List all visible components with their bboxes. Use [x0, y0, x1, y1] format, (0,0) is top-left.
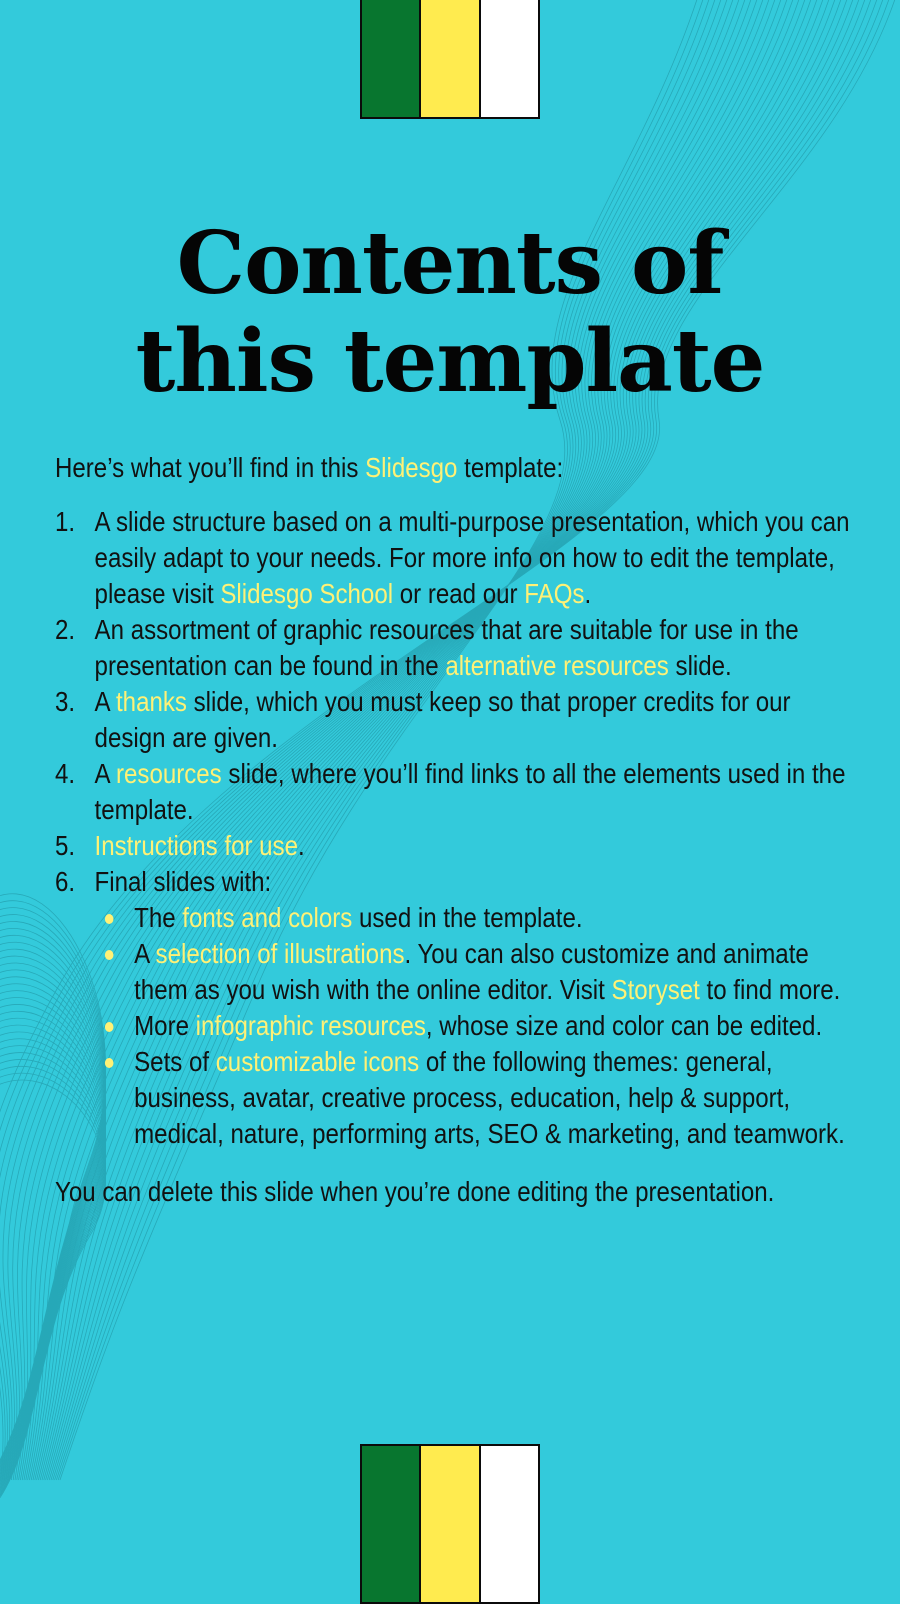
- bottom-color-flag: [360, 1444, 540, 1604]
- bullet-dot: [105, 950, 114, 960]
- sublist-item-fonts: The fonts and colors used in the template.: [95, 900, 855, 936]
- list-item-5: 5. Instructions for use.: [55, 828, 855, 864]
- infographic-resources-link[interactable]: infographic resources: [195, 1010, 426, 1041]
- fonts-and-colors-link[interactable]: fonts and colors: [182, 902, 353, 933]
- faqs-link[interactable]: FAQs: [524, 578, 585, 609]
- list-item-4: 4. A resources slide, where you’ll find links to all the elements used in the template.: [55, 758, 846, 825]
- list-number: 1.: [55, 506, 76, 537]
- customizable-icons-link[interactable]: customizable icons: [215, 1046, 420, 1077]
- list-item-3: 3. A thanks slide, which you must keep so that proper credits for our design are given.: [55, 686, 791, 753]
- contents-list: [55, 504, 855, 1152]
- bullet-dot: [105, 914, 114, 924]
- title-line-1: Contents of: [176, 213, 724, 314]
- outro-paragraph: You can delete this slide when you’re done editing the presentation.: [55, 1176, 775, 1207]
- top-color-flag: [360, 0, 540, 119]
- title-line-2: this template: [135, 311, 765, 412]
- page-title: [0, 215, 900, 411]
- intro-paragraph: Here’s what you’ll find in this Slidesgo template:: [55, 452, 564, 483]
- list-item-6: 6. Final slides with: The fonts and colors used in the template. A selection of illustrations. You can also customize and animate them as you wish with the online editor. Visit Storyset to find more. More infographic resources, whose size and color can be edited. Sets of customizable icons of the following themes: general, business, avatar, creative process, education, help & support, medical, nature, performing arts, SEO & marketing, and teamwork.: [55, 864, 855, 1152]
- list-number: 5.: [55, 830, 76, 861]
- bullet-dot: [105, 1022, 114, 1032]
- resources-link[interactable]: resources: [115, 758, 222, 789]
- list-item-1: 1. A slide structure based on a multi-purpose presentation, which you can easily adapt to your needs. For more info on how to edit the template, please visit Slidesgo School or read our FAQs.: [55, 506, 850, 609]
- list-number: 2.: [55, 614, 76, 645]
- sublist-item-illustrations: A selection of illustrations. You can also customize and animate them as you wish with the online editor. Visit Storyset to find more.: [95, 936, 855, 1008]
- flag-yellow-band: [419, 1446, 478, 1602]
- flag-white-band: [479, 0, 538, 117]
- illustrations-link[interactable]: selection of illustrations: [155, 938, 405, 969]
- sublist-item-icons: Sets of customizable icons of the following themes: general, business, avatar, creative process, education, help & support, medical, nature, performing arts, SEO & marketing, and teamwork.: [95, 1044, 855, 1152]
- alternative-resources-link[interactable]: alternative resources: [445, 650, 669, 681]
- bullet-dot: [105, 1058, 114, 1068]
- list-number: 6.: [55, 866, 76, 897]
- sublist-item-infographics: More infographic resources, whose size and color can be edited.: [95, 1008, 855, 1044]
- flag-white-band: [479, 1446, 538, 1602]
- flag-green-band: [362, 1446, 419, 1602]
- final-slides-sublist: [95, 900, 855, 1152]
- slidesgo-link[interactable]: Slidesgo: [365, 452, 458, 483]
- list-number: 4.: [55, 758, 76, 789]
- flag-yellow-band: [419, 0, 478, 117]
- flag-green-band: [362, 0, 419, 117]
- list-number: 3.: [55, 686, 76, 717]
- slidesgo-school-link[interactable]: Slidesgo School: [220, 578, 394, 609]
- storyset-link[interactable]: Storyset: [611, 974, 700, 1005]
- list-item-2: 2. An assortment of graphic resources that are suitable for use in the presentation can be found in the alternative resources slide.: [55, 614, 799, 681]
- instructions-link[interactable]: Instructions for use: [94, 830, 299, 861]
- thanks-link[interactable]: thanks: [115, 686, 187, 717]
- contents-body: [55, 450, 855, 1210]
